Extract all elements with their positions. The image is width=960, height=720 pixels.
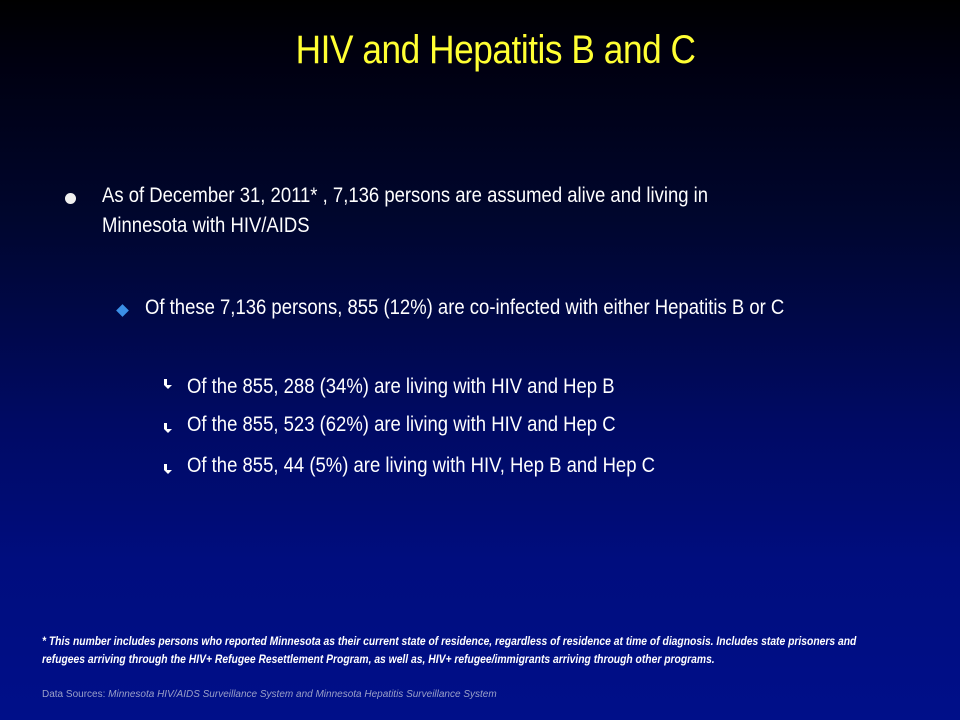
round-bullet-icon <box>65 193 76 204</box>
diamond-bullet-icon <box>116 304 129 317</box>
footnote-line-1: * This number includes persons who reported Minnesota as their current state of residence, regardless of residence at time of diagnosis. Includes state prisoners and <box>42 634 857 648</box>
bullet-text-line-2: Minnesota with HIV/AIDS <box>102 213 310 237</box>
footnote-line-2: refugees arriving through the HIV+ Refugee Resettlement Program, as well as, HIV+ refugee/immigrants arriving through other programs. <box>42 652 715 666</box>
list-item: Of the 855, 44 (5%) are living with HIV, Hep B and Hep C <box>187 453 655 477</box>
data-sources-value: Minnesota HIV/AIDS Surveillance System and Minnesota Hepatitis Surveillance System <box>108 689 497 700</box>
slide-title: HIV and Hepatitis B and C <box>295 28 696 72</box>
bullet-text-line-1: As of December 31, 2011* , 7,136 persons are assumed alive and living in <box>102 183 709 207</box>
footnote <box>42 632 936 668</box>
arrow-bullet-icon <box>164 379 172 389</box>
data-sources-label: Data Sources: <box>42 689 106 700</box>
arrow-bullet-icon <box>164 464 172 474</box>
arrow-bullet-icon <box>164 423 172 433</box>
sub-bullet-text: Of these 7,136 persons, 855 (12%) are co-infected with either Hepatitis B or C <box>145 295 785 319</box>
data-sources <box>42 689 497 700</box>
list-item: Of the 855, 523 (62%) are living with HIV and Hep C <box>187 412 616 436</box>
list-item: Of the 855, 288 (34%) are living with HIV and Hep B <box>187 374 615 398</box>
